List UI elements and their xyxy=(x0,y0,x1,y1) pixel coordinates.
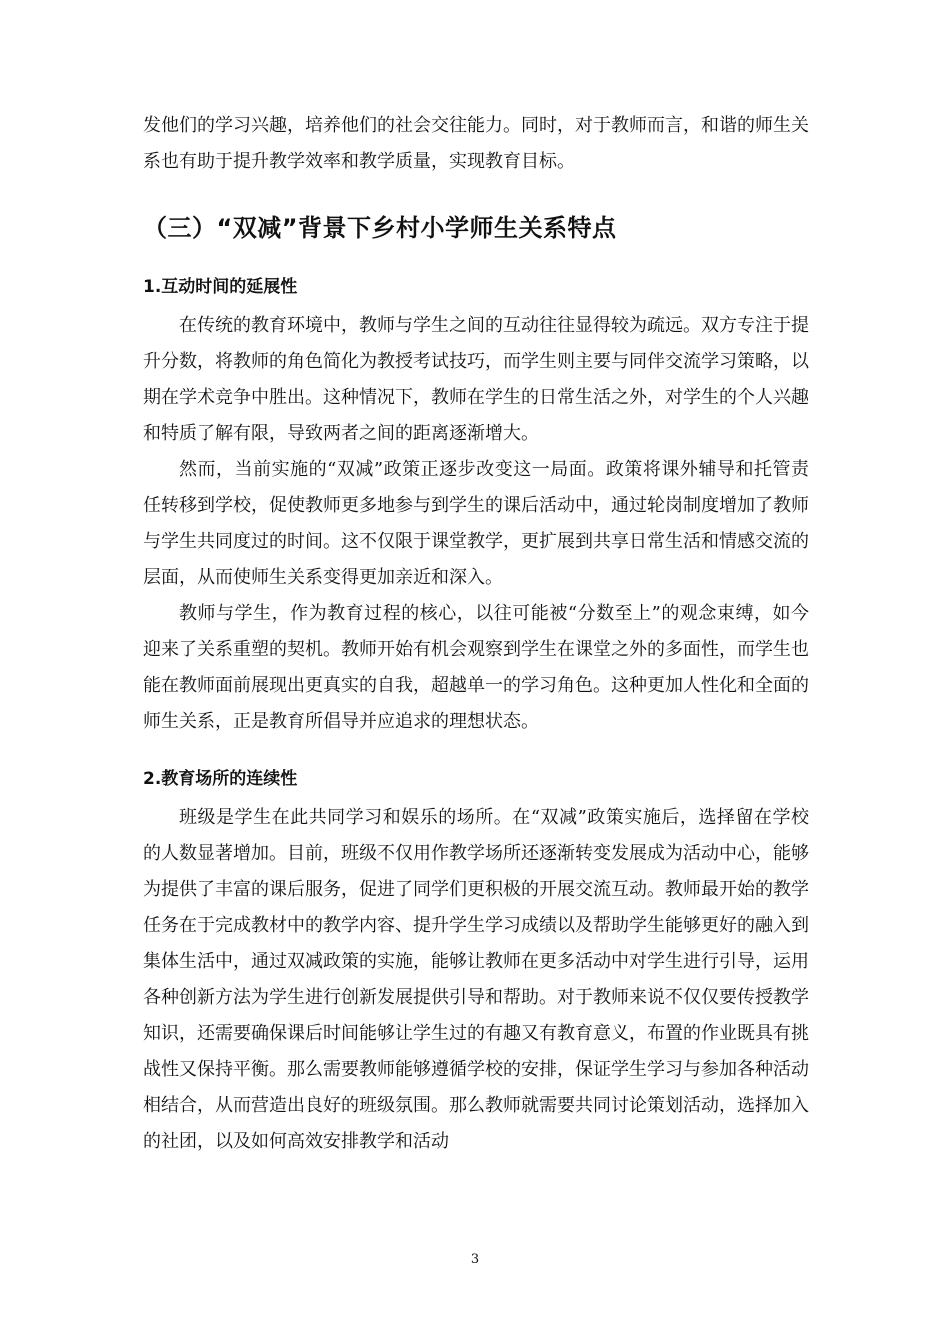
paragraph: 然而，当前实施的“双减”政策正逐步改变这一局面。政策将课外辅导和托管责任转移到学校，促使教师更多地参与到学生的课后活动中，通过轮岗制度增加了教师与学生共同度过的时间。这不仅限于课堂教学，更扩展到共享日常生活和情感交流的层面，从而使师生关系变得更加亲近和深入。 xyxy=(143,459,809,588)
page-content xyxy=(143,108,809,1160)
intro-paragraph: 发他们的学习兴趣，培养他们的社会交往能力。同时，对于教师而言，和谐的师生关系也有助于提升教学效率和教学质量，实现教育目标。 xyxy=(143,115,809,172)
paragraph: 在传统的教育环境中，教师与学生之间的互动往往显得较为疏远。双方专注于提升分数，将教师的角色简化为教授考试技巧，而学生则主要与同伴交流学习策略，以期在学术竞争中胜出。这种情况下，教师在学生的日常生活之外，对学生的个人兴趣和特质了解有限，导致两者之间的距离逐渐增大。 xyxy=(143,315,809,444)
page-number: 3 xyxy=(470,1252,480,1267)
subsection-title-1: 1.互动时间的延展性 xyxy=(143,277,298,297)
section-title: （三）“双减”背景下乡村小学师生关系特点 xyxy=(143,214,617,242)
paragraph: 班级是学生在此共同学习和娱乐的场所。在“双减”政策实施后，选择留在学校的人数显著增加。目前，班级不仅用作教学场所还逐渐转变发展成为活动中心，能够为提供了丰富的课后服务，促进了同学们更积极的开展交流互动。教师最开始的教学任务在于完成教材中的教学内容、提升学生学习成绩以及帮助学生能够更好的融入到集体生活中，通过双减政策的实施，能够让教师在更多活动中对学生进行引导，运用各种创新方法为学生进行创新发展提供引导和帮助。对于教师来说不仅仅要传授教学知识，还需要确保课后时间能够让学生过的有趣又有教育意义，布置的作业既具有挑战性又保持平衡。那么需要教师能够遵循学校的安排，保证学生学习与参加各种活动相结合，从而营造出良好的班级氛围。那么教师就需要共同讨论策划活动，选择加入的社团，以及如何高效安排教学和活动 xyxy=(143,807,809,1152)
subsection-title-2: 2.教育场所的连续性 xyxy=(143,769,298,789)
paragraph: 教师与学生，作为教育过程的核心，以往可能被“分数至上”的观念束缚，如今迎来了关系重塑的契机。教师开始有机会观察到学生在课堂之外的多面性，而学生也能在教师面前展现出更真实的自我，超越单一的学习角色。这种更加人性化和全面的师生关系，正是教育所倡导并应追求的理想状态。 xyxy=(143,603,809,732)
